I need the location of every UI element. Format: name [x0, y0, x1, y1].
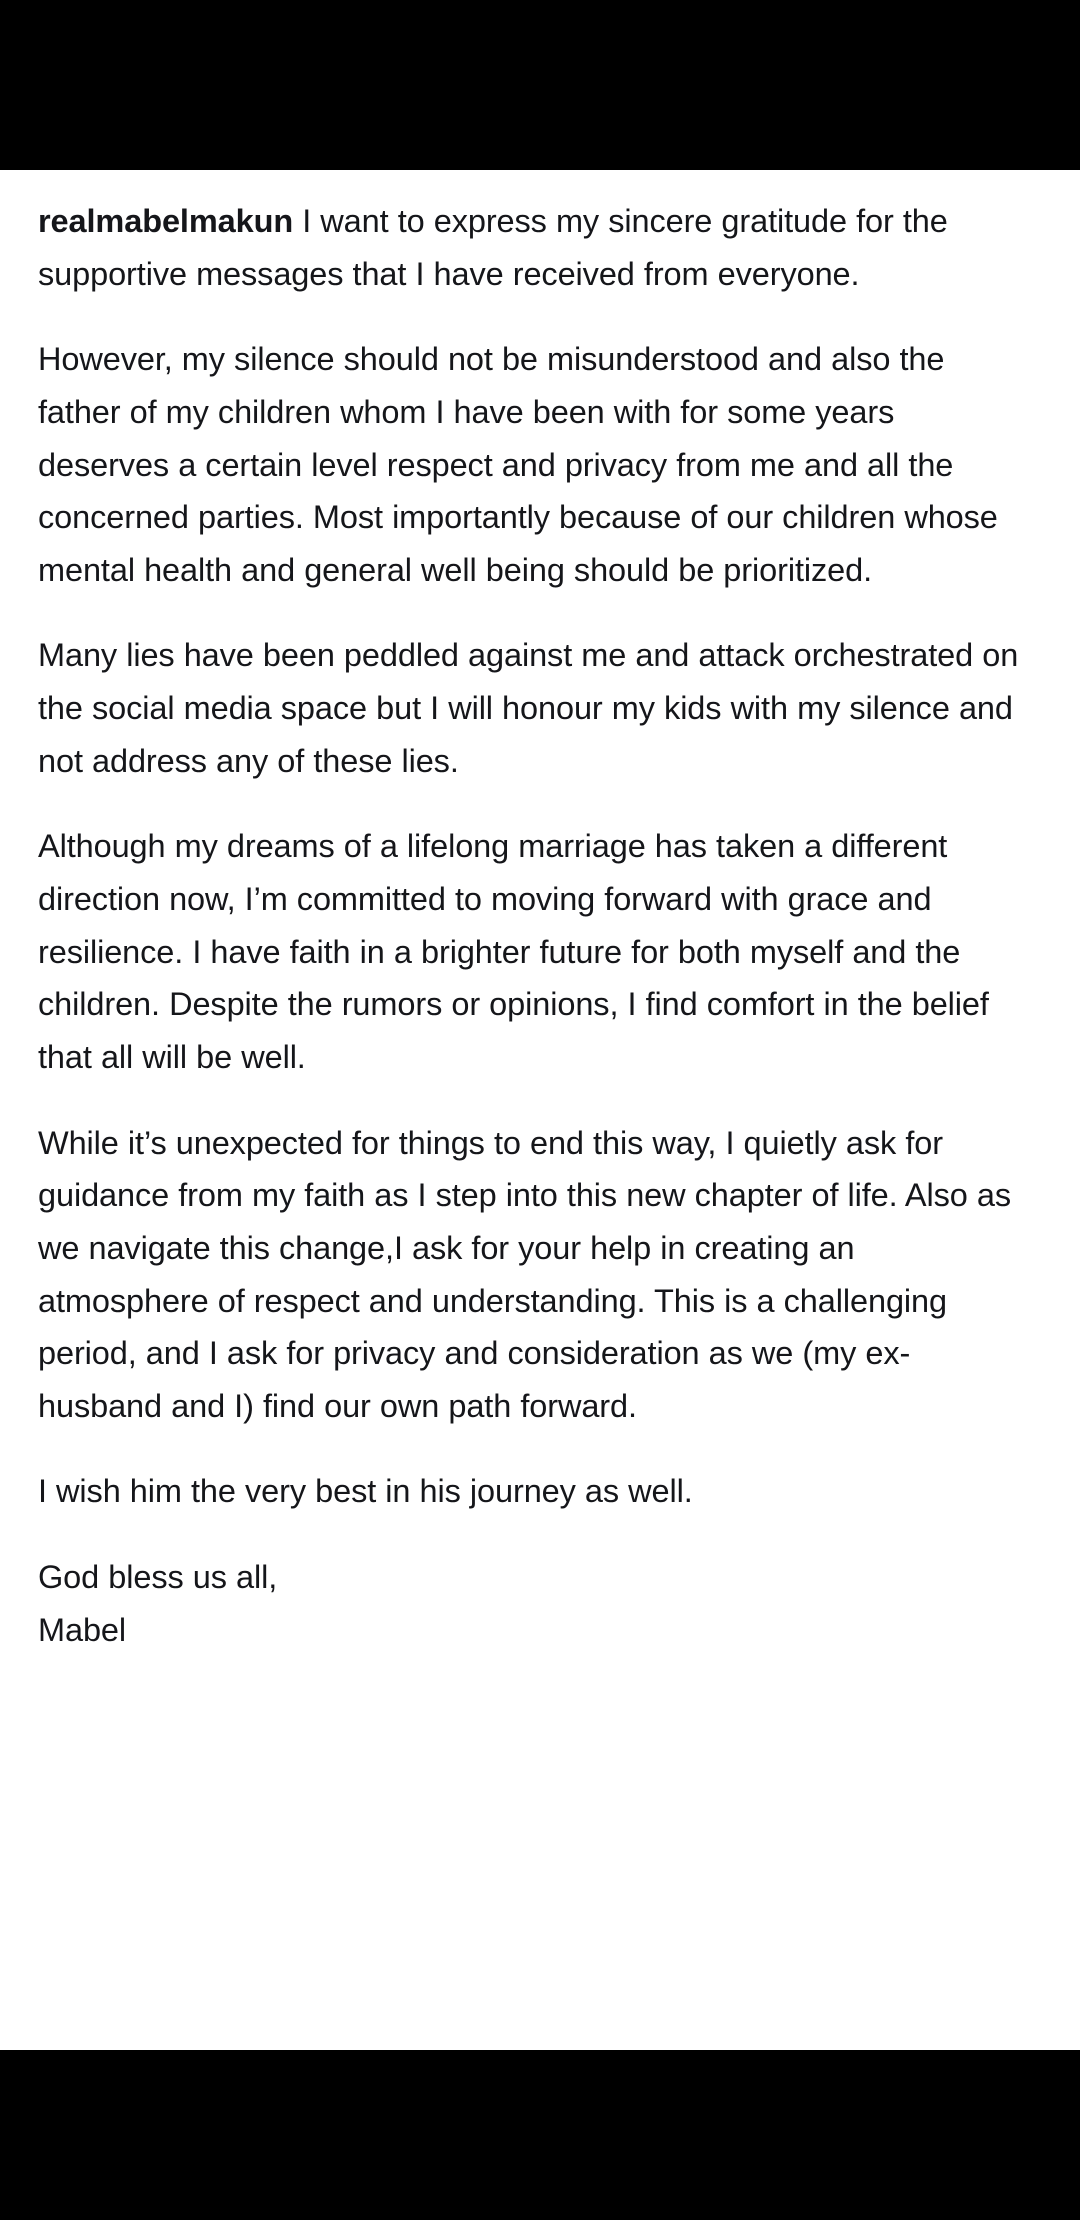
letterbox-bottom-bar: [0, 2050, 1080, 2220]
caption-paragraph-5: While it’s unexpected for things to end this way, I quietly ask for guidance from my faith as I step into this new chapter of life. Also as we navigate this change,I ask for your help in creating an atmosphere of respect and understanding. This is a challenging period, and I ask for privacy and consideration as we (my ex-husband and I) find our own path forward.: [38, 1124, 1012, 1424]
caption-paragraph-4: Although my dreams of a lifelong marriage has taken a different direction now, I’m committed to moving forward with grace and resilience. I have faith in a brighter future for both myself and the children. Despite the rumors or opinions, I find comfort in the belief that all will be well.: [38, 828, 989, 1075]
caption-signoff-line-2: Mabel: [38, 1611, 127, 1648]
post-caption-card: [0, 170, 1080, 2050]
post-username[interactable]: realmabelmakun: [38, 203, 294, 239]
caption-text-body: [38, 195, 1032, 1656]
caption-paragraph-6: I wish him the very best in his journey as well.: [38, 1473, 693, 1510]
letterbox-top-bar: [0, 0, 1080, 170]
caption-paragraph-3: Many lies have been peddled against me and attack orchestrated on the social media space but I will honour my kids with my silence and not address any of these lies.: [38, 637, 1019, 779]
caption-signoff-line-1: God bless us all,: [38, 1559, 278, 1596]
caption-paragraph-1-text: I want to express my sincere gratitude for the supportive messages that I have received from everyone.: [38, 203, 948, 292]
caption-paragraph-1: [38, 195, 1032, 300]
caption-paragraph-2: However, my silence should not be misunderstood and also the father of my children whom I have been with for some years deserves a certain level respect and privacy from me and all the concerned parties. Most importantly because of our children whose mental health and general well being should be prioritized.: [38, 341, 998, 588]
